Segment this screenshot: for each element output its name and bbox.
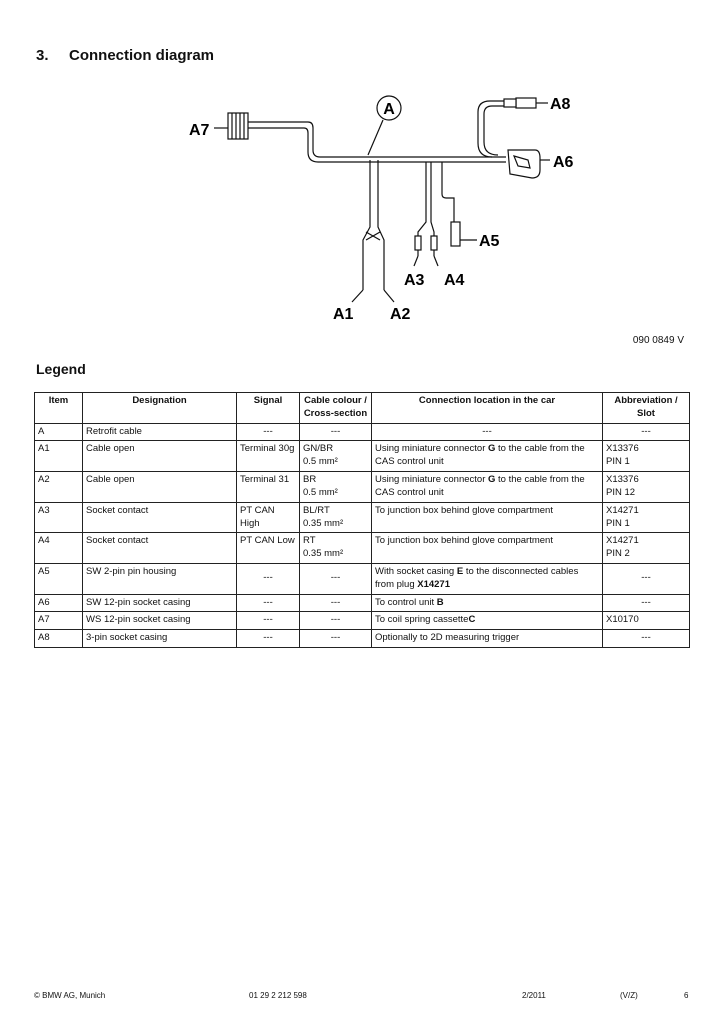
location-text: Using miniature connector xyxy=(375,474,488,486)
cell-abbrev-code: X10170 xyxy=(606,614,639,626)
cell-designation: Cable open xyxy=(83,472,237,503)
cell-signal: PT CAN High xyxy=(237,502,300,533)
cell-item: A8 xyxy=(35,630,83,648)
cell-abbrev xyxy=(603,502,690,533)
cell-item: A xyxy=(35,423,83,441)
cell-abbrev xyxy=(603,423,690,441)
cell-abbrev-slot: PIN 12 xyxy=(606,486,636,498)
legend-table xyxy=(34,392,690,648)
cell-abbrev xyxy=(603,630,690,648)
cell-signal: --- xyxy=(237,612,300,630)
cell-cable-colour: --- xyxy=(330,614,341,626)
cell-item: A4 xyxy=(35,533,83,564)
legend-title: Legend xyxy=(36,361,86,377)
cell-location xyxy=(372,441,603,472)
label-a1: A1 xyxy=(333,306,354,323)
table-row xyxy=(35,533,690,564)
label-a8: A8 xyxy=(550,96,571,113)
cell-designation: Socket contact xyxy=(83,502,237,533)
cell-location xyxy=(372,423,603,441)
cell-abbrev-slot: PIN 1 xyxy=(606,517,630,529)
cell-cable-colour: --- xyxy=(330,596,341,608)
cell-designation: SW 2-pin pin housing xyxy=(83,563,237,594)
cell-item: A7 xyxy=(35,612,83,630)
header-cable: Cable colour / Cross-section xyxy=(300,393,372,424)
cell-abbrev xyxy=(603,563,690,594)
cell-cable-colour: --- xyxy=(330,632,341,644)
cell-cable xyxy=(300,533,372,564)
table-row xyxy=(35,594,690,612)
cell-item: A5 xyxy=(35,563,83,594)
table-row xyxy=(35,612,690,630)
cell-abbrev xyxy=(603,533,690,564)
cell-location xyxy=(372,533,603,564)
location-text: To coil spring cassette xyxy=(375,614,469,626)
cell-cable xyxy=(300,563,372,594)
cell-cable-colour: --- xyxy=(330,425,341,437)
a7-connector-shape xyxy=(228,113,248,139)
table-row xyxy=(35,563,690,594)
cell-signal: --- xyxy=(237,594,300,612)
cell-designation: Retrofit cable xyxy=(83,423,237,441)
header-location: Connection location in the car xyxy=(372,393,603,424)
cell-designation: WS 12-pin socket casing xyxy=(83,612,237,630)
table-row xyxy=(35,630,690,648)
cell-cable xyxy=(300,594,372,612)
cell-cable-section: 0.5 mm² xyxy=(303,486,338,498)
label-a: A xyxy=(383,101,395,118)
header-designation: Designation xyxy=(83,393,237,424)
cell-designation: Cable open xyxy=(83,441,237,472)
cell-abbrev xyxy=(603,472,690,503)
table-row xyxy=(35,472,690,503)
cell-item: A6 xyxy=(35,594,83,612)
cell-abbrev xyxy=(603,594,690,612)
cell-signal: Terminal 30g xyxy=(237,441,300,472)
cell-designation: SW 12-pin socket casing xyxy=(83,594,237,612)
cell-signal: --- xyxy=(237,563,300,594)
table-row xyxy=(35,502,690,533)
table-row xyxy=(35,423,690,441)
cell-signal: --- xyxy=(237,630,300,648)
cell-abbrev-code: --- xyxy=(641,596,651,608)
cell-cable xyxy=(300,502,372,533)
cell-cable-colour: BR xyxy=(303,474,317,486)
header-abbrev: Abbreviation / Slot xyxy=(603,393,690,424)
location-text: With socket casing xyxy=(375,565,457,577)
cell-location xyxy=(372,472,603,503)
location-text: To junction box behind glove compartment xyxy=(375,504,553,516)
header-item: Item xyxy=(35,393,83,424)
label-a5: A5 xyxy=(479,233,500,250)
cell-location xyxy=(372,612,603,630)
label-a4: A4 xyxy=(444,272,465,289)
cell-cable-section: 0.35 mm² xyxy=(303,548,344,560)
cell-cable xyxy=(300,612,372,630)
cell-cable-section: 0.35 mm² xyxy=(303,517,344,529)
cell-cable xyxy=(300,441,372,472)
footer-copyright: © BMW AG, Munich xyxy=(34,991,106,1000)
label-a7: A7 xyxy=(189,122,210,139)
location-ref: B xyxy=(436,596,444,608)
location-ref: G xyxy=(488,443,496,455)
footer-date: 2/2011 xyxy=(522,991,546,1000)
section-title: Connection diagram xyxy=(69,47,215,64)
cell-abbrev-code: --- xyxy=(641,632,651,644)
cell-cable-colour: BL/RT xyxy=(303,504,330,516)
cell-cable-colour: GN/BR xyxy=(303,443,334,455)
cell-abbrev-code: --- xyxy=(641,572,651,584)
cell-designation: Socket contact xyxy=(83,533,237,564)
location-text-post: to the cable from the CAS control unit xyxy=(375,443,585,468)
connection-diagram xyxy=(0,0,724,340)
label-a2: A2 xyxy=(390,306,411,323)
section-number: 3. xyxy=(36,47,49,64)
location-ref-2: X14271 xyxy=(417,578,451,590)
footer-doc-number: 01 29 2 212 598 xyxy=(249,991,307,1000)
location-text: --- xyxy=(482,425,492,437)
cell-cable-colour: RT xyxy=(303,535,316,547)
cell-abbrev-code: X13376 xyxy=(606,443,639,455)
header-signal: Signal xyxy=(237,393,300,424)
cell-abbrev-code: X13376 xyxy=(606,474,639,486)
cell-cable xyxy=(300,472,372,503)
cell-location xyxy=(372,630,603,648)
cell-signal: PT CAN Low xyxy=(237,533,300,564)
cell-location xyxy=(372,594,603,612)
location-text: To control unit xyxy=(375,596,437,608)
table-row xyxy=(35,441,690,472)
label-a6: A6 xyxy=(553,154,574,171)
cell-location xyxy=(372,563,603,594)
cell-item: A3 xyxy=(35,502,83,533)
footer-page: 6 xyxy=(684,991,689,1000)
cell-cable-section: 0.5 mm² xyxy=(303,456,338,468)
cell-abbrev xyxy=(603,612,690,630)
location-text: Using miniature connector xyxy=(375,443,488,455)
cell-abbrev-code: X14271 xyxy=(606,535,639,547)
location-text-post: to the disconnected cables from plug xyxy=(375,565,579,590)
label-a3: A3 xyxy=(404,272,425,289)
cell-abbrev-code: X14271 xyxy=(606,504,639,516)
location-ref: G xyxy=(488,474,496,486)
cell-cable xyxy=(300,630,372,648)
cell-abbrev-code: --- xyxy=(641,425,651,437)
figure-reference: 090 0849 V xyxy=(632,335,684,346)
cell-signal: Terminal 31 xyxy=(237,472,300,503)
location-text: Optionally to 2D measuring trigger xyxy=(375,632,520,644)
location-ref: C xyxy=(468,614,476,626)
cell-abbrev-slot: PIN 1 xyxy=(606,456,630,468)
cell-item: A1 xyxy=(35,441,83,472)
legend-header-row xyxy=(35,393,690,424)
cell-signal: --- xyxy=(237,423,300,441)
cell-cable xyxy=(300,423,372,441)
location-text: To junction box behind glove compartment xyxy=(375,535,553,547)
cell-abbrev-slot: PIN 2 xyxy=(606,548,630,560)
cell-designation: 3-pin socket casing xyxy=(83,630,237,648)
footer-code: (V/Z) xyxy=(620,991,638,1000)
cell-cable-colour: --- xyxy=(330,572,341,584)
cell-abbrev xyxy=(603,441,690,472)
location-text-post: to the cable from the CAS control unit xyxy=(375,474,585,498)
cell-location xyxy=(372,502,603,533)
location-ref: E xyxy=(456,565,464,577)
cell-item: A2 xyxy=(35,472,83,503)
